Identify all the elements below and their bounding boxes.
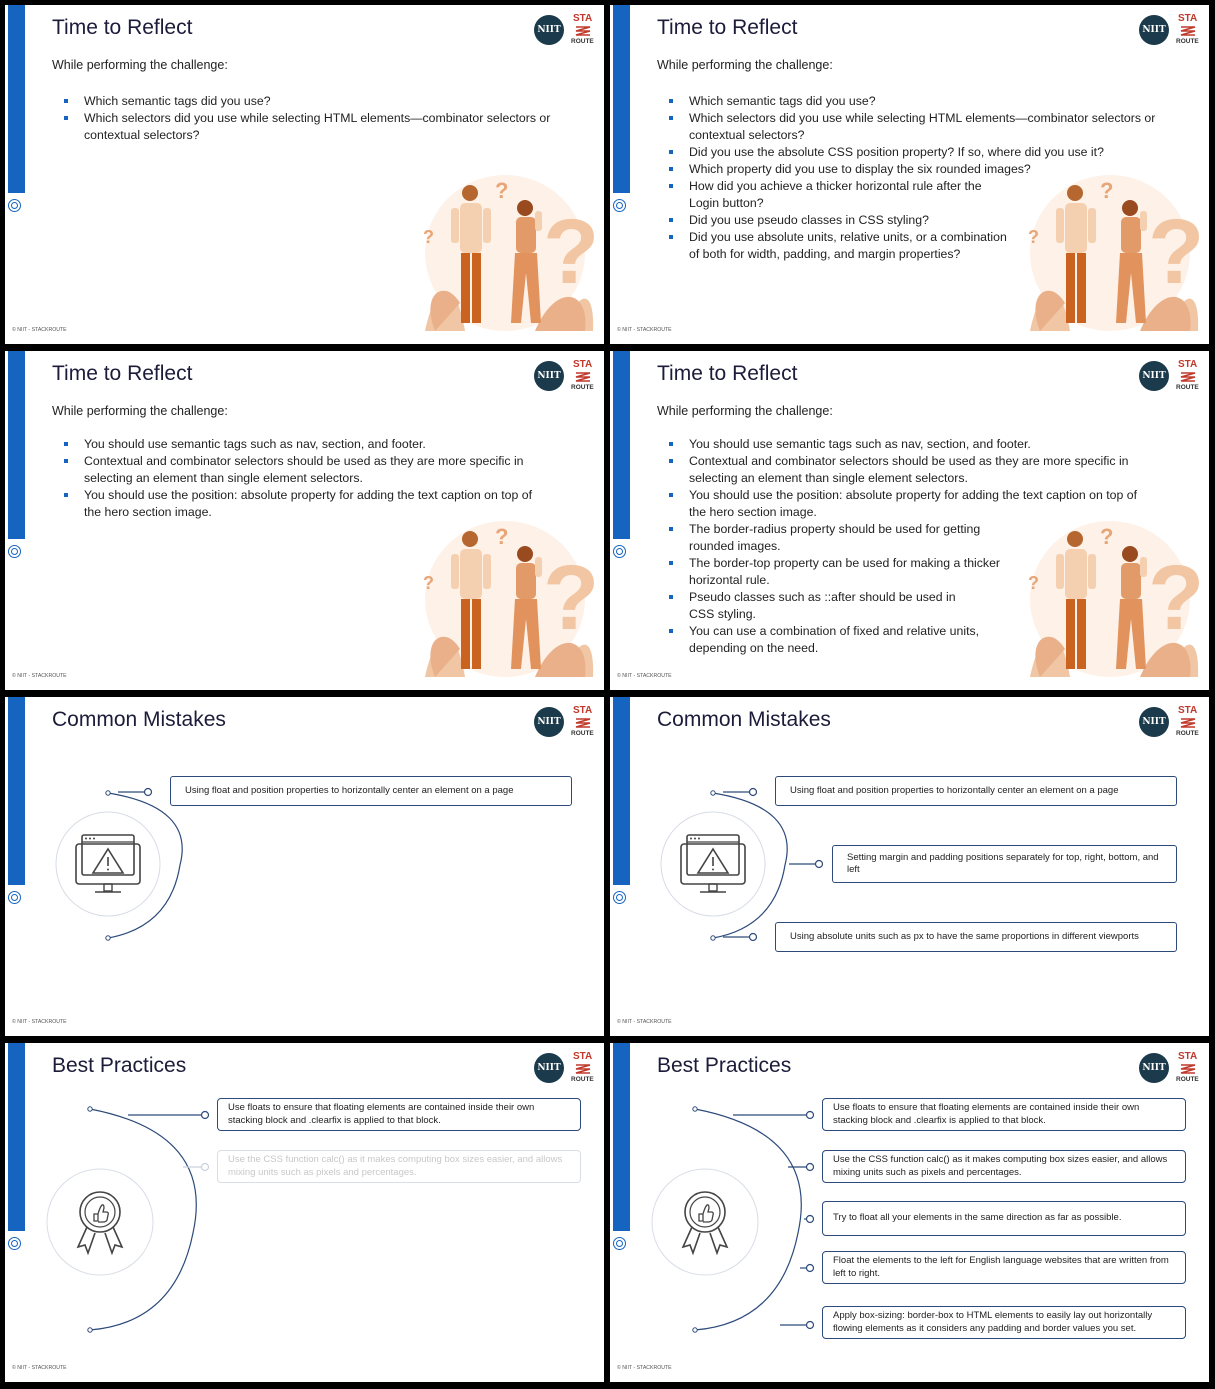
- bullet-line: Which selectors did you use while selecting HTML elements—combinator selectors or: [84, 111, 551, 125]
- people-question-illustration: [1020, 509, 1200, 684]
- practice-item: Float the elements to the left for English language websites that are written from left to right.: [822, 1251, 1186, 1284]
- stackroute-logo-bottom: ROUTE: [1176, 384, 1199, 391]
- bullet-item: [74, 93, 550, 110]
- copyright-footer: © NIIT - STACKROUTE: [617, 327, 672, 333]
- bullet-line: How did you achieve a thicker horizontal rule after the: [689, 179, 982, 193]
- mistake-item: Setting margin and padding positions separately for top, right, bottom, and left: [832, 845, 1177, 883]
- slide-title: Common Mistakes: [657, 708, 831, 731]
- stackroute-logo-bottom: ROUTE: [1176, 730, 1199, 737]
- svg-text:?: ?: [423, 573, 434, 593]
- practice-item: Use the CSS function calc() as it makes computing box sizes easier, and allows mixing units such as pixels and percentages.: [217, 1150, 581, 1183]
- target-icon: [613, 545, 626, 558]
- bullet-line: The border-radius property should be used for getting: [689, 522, 981, 536]
- stackroute-logo-bottom: ROUTE: [571, 384, 594, 391]
- mistake-item: Using absolute units such as px to have the same proportions in different viewports: [775, 922, 1177, 952]
- bullet-line: The border-top property can be used for making a thicker: [689, 556, 1001, 570]
- niit-logo: NIIT: [534, 15, 564, 45]
- niit-logo: NIIT: [534, 707, 564, 737]
- stackroute-logo-top: STA: [1178, 705, 1198, 716]
- stackroute-logo-bottom: ROUTE: [571, 1076, 594, 1083]
- bullet-line: Login button?: [689, 196, 764, 210]
- bullet-line: Did you use the absolute CSS position property? If so, where did you use it?: [689, 145, 1104, 159]
- bullet-line: CSS styling.: [689, 607, 756, 621]
- slide-title: Time to Reflect: [52, 362, 193, 385]
- stackroute-logo: [1176, 359, 1200, 395]
- bullet-line: contextual selectors?: [84, 128, 200, 142]
- bullet-line: Contextual and combinator selectors should be used as they are more specific in: [689, 454, 1129, 468]
- bullet-item: [679, 93, 1155, 110]
- slide-title: Common Mistakes: [52, 708, 226, 731]
- bullet-line: contextual selectors?: [689, 128, 805, 142]
- accent-bar: [613, 351, 630, 539]
- bullet-line: You should use semantic tags such as nav, section, and footer.: [84, 437, 426, 451]
- target-icon: [8, 545, 21, 558]
- warning-monitor-icon: [53, 809, 163, 919]
- stackroute-logo-top: STA: [1178, 1051, 1198, 1062]
- slide-subtitle: While performing the challenge:: [52, 58, 228, 72]
- stackroute-logo-top: STA: [1178, 359, 1198, 370]
- svg-text:?: ?: [1028, 227, 1039, 247]
- slide-title: Time to Reflect: [657, 16, 798, 39]
- stackroute-logo-bottom: ROUTE: [571, 730, 594, 737]
- bullet-item: [679, 144, 1155, 161]
- stackroute-logo-bottom: ROUTE: [1176, 1076, 1199, 1083]
- practice-item: Use the CSS function calc() as it makes computing box sizes easier, and allows mixing units such as pixels and percentages.: [822, 1150, 1186, 1183]
- slide: [5, 351, 604, 690]
- target-icon: [8, 199, 21, 212]
- bullet-line: Did you use absolute units, relative units, or a combination: [689, 230, 1007, 244]
- thumbs-up-award-icon: [45, 1167, 155, 1277]
- svg-text:?: ?: [1148, 547, 1200, 649]
- svg-text:?: ?: [1100, 178, 1114, 203]
- slide-title: Time to Reflect: [52, 16, 193, 39]
- slide-title: Best Practices: [657, 1054, 792, 1077]
- bullet-line: Which selectors did you use while selecting HTML elements—combinator selectors or: [689, 111, 1156, 125]
- copyright-footer: © NIIT - STACKROUTE: [617, 1365, 672, 1371]
- slide: [610, 697, 1209, 1036]
- bullet-line: Pseudo classes such as ::after should be used in: [689, 590, 956, 604]
- bullet-line: selecting an element than single element selectors.: [689, 471, 968, 485]
- svg-text:?: ?: [495, 524, 509, 549]
- bullet-line: You should use semantic tags such as nav, section, and footer.: [689, 437, 1031, 451]
- svg-text:?: ?: [543, 547, 595, 649]
- bullet-item: [679, 453, 1137, 487]
- bullet-line: Which property did you use to display the six rounded images?: [689, 162, 1031, 176]
- copyright-footer: © NIIT - STACKROUTE: [617, 1019, 672, 1025]
- bullet-item: [74, 110, 550, 144]
- mistake-item: Using float and position properties to horizontally center an element on a page: [170, 776, 572, 806]
- slide-subtitle: While performing the challenge:: [52, 404, 228, 418]
- svg-text:?: ?: [543, 201, 595, 303]
- niit-logo: NIIT: [534, 361, 564, 391]
- stackroute-logo-bottom: ROUTE: [1176, 38, 1199, 45]
- accent-bar: [8, 351, 25, 539]
- target-icon: [613, 199, 626, 212]
- thumbs-up-award-icon: [650, 1167, 760, 1277]
- svg-text:?: ?: [1028, 573, 1039, 593]
- niit-logo: NIIT: [1139, 1053, 1169, 1083]
- niit-logo: NIIT: [1139, 15, 1169, 45]
- slide: [5, 1043, 604, 1382]
- stackroute-logo-top: STA: [573, 359, 593, 370]
- niit-logo: NIIT: [1139, 361, 1169, 391]
- stackroute-mark-icon: [1180, 371, 1196, 383]
- bullet-item: [679, 110, 1155, 144]
- slide: [610, 5, 1209, 344]
- bullet-line: You should use the position: absolute property for adding the text caption on top of: [84, 488, 533, 502]
- slide: [610, 1043, 1209, 1382]
- slide-title: Best Practices: [52, 1054, 187, 1077]
- niit-logo: NIIT: [1139, 707, 1169, 737]
- svg-text:?: ?: [1100, 524, 1114, 549]
- copyright-footer: © NIIT - STACKROUTE: [12, 327, 67, 333]
- bullet-line: Did you use pseudo classes in CSS styling?: [689, 213, 929, 227]
- bullet-line: of both for width, padding, and margin properties?: [689, 247, 961, 261]
- practice-item: Try to float all your elements in the same direction as far as possible.: [822, 1201, 1186, 1236]
- bullet-line: the hero section image.: [689, 505, 817, 519]
- people-question-illustration: [1020, 163, 1200, 338]
- bullet-line: horizontal rule.: [689, 573, 770, 587]
- stackroute-mark-icon: [575, 371, 591, 383]
- mistake-item: Using float and position properties to horizontally center an element on a page: [775, 776, 1177, 806]
- slide-subtitle: While performing the challenge:: [657, 58, 833, 72]
- accent-bar: [8, 5, 25, 193]
- svg-text:?: ?: [423, 227, 434, 247]
- stackroute-logo: [571, 359, 595, 395]
- stackroute-logo: [1176, 13, 1200, 49]
- bullet-line: the hero section image.: [84, 505, 212, 519]
- stackroute-logo-top: STA: [573, 1051, 593, 1062]
- bullet-item: [74, 436, 532, 453]
- practice-item: Use floats to ensure that floating elements are contained inside their own stacking block and .clearfix is applied to that block.: [822, 1098, 1186, 1131]
- stackroute-mark-icon: [1180, 25, 1196, 37]
- niit-logo: NIIT: [534, 1053, 564, 1083]
- bullet-line: depending on the need.: [689, 641, 819, 655]
- bullet-item: [679, 436, 1137, 453]
- copyright-footer: © NIIT - STACKROUTE: [12, 673, 67, 679]
- practice-item: Use floats to ensure that floating elements are contained inside their own stacking block and .clearfix is applied to that block.: [217, 1098, 581, 1131]
- slide: [610, 351, 1209, 690]
- bullet-item: [74, 453, 532, 487]
- bullet-line: Which semantic tags did you use?: [689, 94, 876, 108]
- copyright-footer: © NIIT - STACKROUTE: [12, 1365, 67, 1371]
- slide-title: Time to Reflect: [657, 362, 798, 385]
- stackroute-logo: [571, 13, 595, 49]
- copyright-footer: © NIIT - STACKROUTE: [617, 673, 672, 679]
- bullet-list: [74, 93, 550, 144]
- bullet-line: Which semantic tags did you use?: [84, 94, 271, 108]
- slide-subtitle: While performing the challenge:: [657, 404, 833, 418]
- bullet-line: selecting an element than single element selectors.: [84, 471, 363, 485]
- bullet-line: Contextual and combinator selectors should be used as they are more specific in: [84, 454, 524, 468]
- stackroute-mark-icon: [575, 25, 591, 37]
- warning-monitor-icon: [658, 809, 768, 919]
- slide: [5, 5, 604, 344]
- slide: [5, 697, 604, 1036]
- svg-text:?: ?: [495, 178, 509, 203]
- copyright-footer: © NIIT - STACKROUTE: [12, 1019, 67, 1025]
- stackroute-logo-bottom: ROUTE: [571, 38, 594, 45]
- stackroute-logo-top: STA: [573, 705, 593, 716]
- bullet-line: rounded images.: [689, 539, 781, 553]
- practice-item: Apply box-sizing: border-box to HTML elements to easily lay out horizontally flowing elements as it considers any padding and border values you set.: [822, 1306, 1186, 1339]
- stackroute-logo-top: STA: [1178, 13, 1198, 24]
- stackroute-logo-top: STA: [573, 13, 593, 24]
- svg-text:?: ?: [1148, 201, 1200, 303]
- bullet-line: You should use the position: absolute property for adding the text caption on top of: [689, 488, 1138, 502]
- accent-bar: [613, 5, 630, 193]
- people-question-illustration: [415, 163, 595, 338]
- people-question-illustration: [415, 509, 595, 684]
- bullet-line: You can use a combination of fixed and relative units,: [689, 624, 980, 638]
